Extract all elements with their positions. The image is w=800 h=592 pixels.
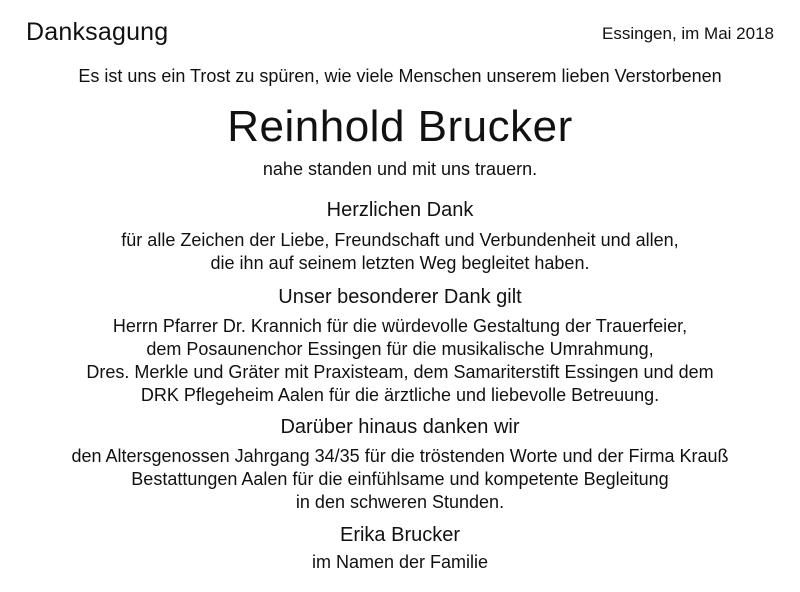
section-heading-special-thanks: Unser besonderer Dank gilt <box>278 286 522 308</box>
further-thanks-line: Bestattungen Aalen für die einfühlsame und kompetente Begleitung <box>131 469 669 489</box>
further-thanks-line: den Altersgenossen Jahrgang 34/35 für die tröstenden Worte und der Firma Krauß <box>71 446 729 466</box>
signature-note: im Namen der Familie <box>311 552 489 572</box>
section-heading-thanks: Herzlichen Dank <box>326 199 474 221</box>
signature-name: Erika Brucker <box>339 524 461 546</box>
place-date: Essingen, im Mai 2018 <box>602 24 774 43</box>
special-thanks-line: dem Posaunenchor Essingen für die musikalische Umrahmung, <box>146 339 654 359</box>
intro-continuation: nahe standen und mit uns trauern. <box>262 159 538 179</box>
section-heading-further-thanks: Darüber hinaus danken wir <box>280 416 520 438</box>
special-thanks-line: DRK Pflegeheim Aalen für die ärztliche und liebevolle Betreuung. <box>140 385 660 405</box>
deceased-name: Reinhold Brucker <box>227 102 573 151</box>
special-thanks-line: Dres. Merkle und Gräter mit Praxisteam, dem Samariterstift Essingen und dem <box>86 362 714 382</box>
intro-text: Es ist uns ein Trost zu spüren, wie viele Menschen unserem lieben Verstorbenen <box>78 66 722 86</box>
further-thanks-line: in den schweren Stunden. <box>295 492 505 512</box>
special-thanks-line: Herrn Pfarrer Dr. Krannich für die würdevolle Gestaltung der Trauerfeier, <box>112 316 688 336</box>
notice-title: Danksagung <box>26 18 169 46</box>
thanks-line: die ihn auf seinem letzten Weg begleitet haben. <box>210 253 590 273</box>
thanks-line: für alle Zeichen der Liebe, Freundschaft und Verbundenheit und allen, <box>121 230 679 250</box>
